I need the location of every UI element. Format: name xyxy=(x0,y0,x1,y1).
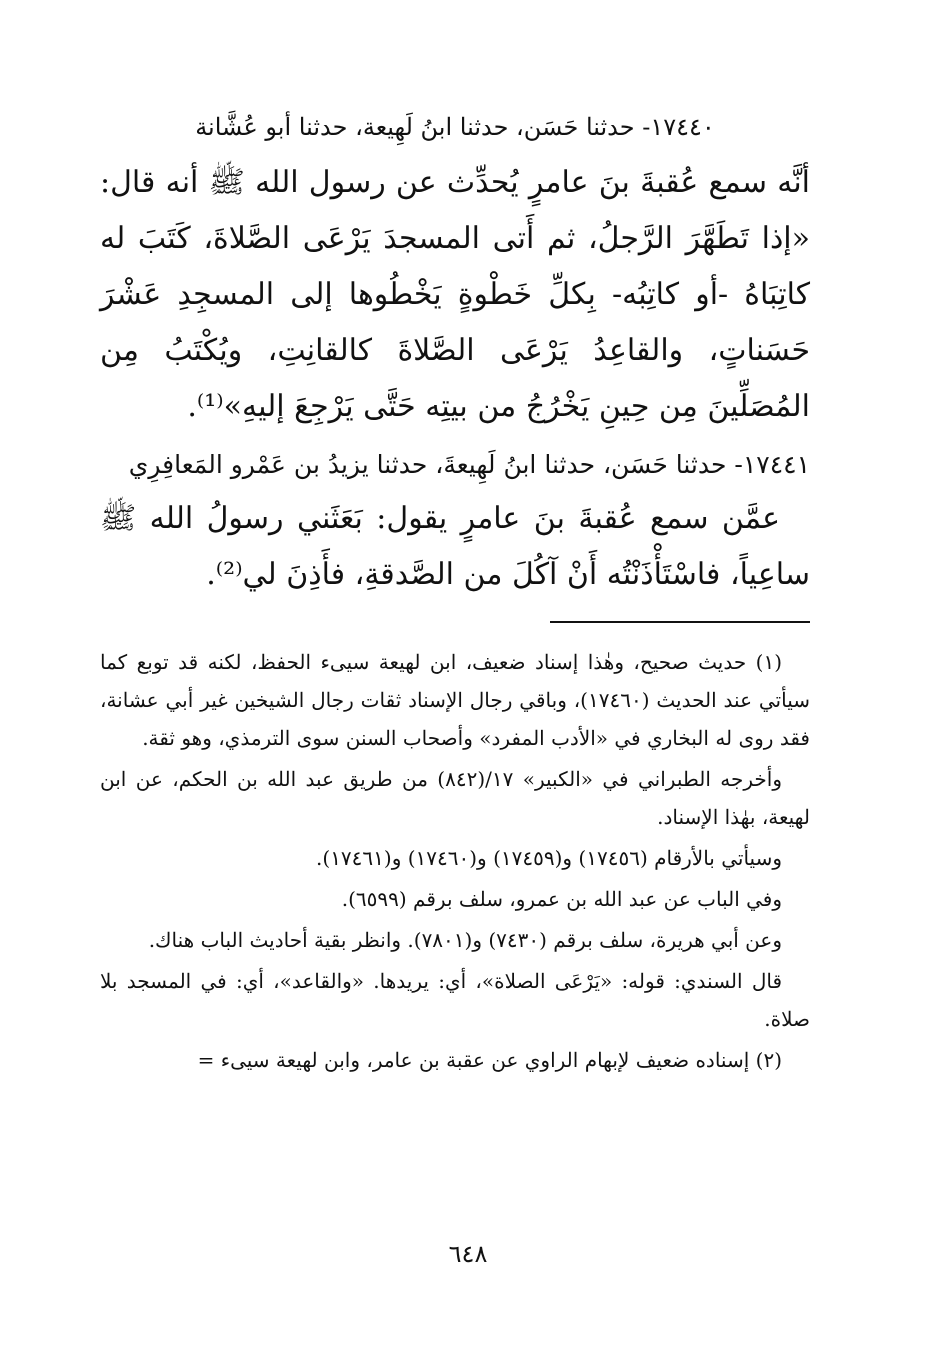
footnote-separator xyxy=(550,621,810,623)
footnote-paragraph: (٢) إسناده ضعيف لإبهام الراوي عن عقبة بن عامر، وابن لهيعة سيىء = xyxy=(197,1048,782,1072)
footnote-paragraph: قال السندي: قوله: «يَرْعَى الصلاة»، أي: يريدها. «والقاعد»، أي: في المسجد بلا صلاة. xyxy=(100,969,810,1031)
footnote-paragraph: وعن أبي هريرة، سلف برقم (٧٤٣٠) و(٧٨٠١). وانظر بقية أحاديث الباب هناك. xyxy=(148,928,782,952)
hadith-1440-isnad: ١٧٤٤٠- حدثنا حَسَن، حدثنا ابنُ لَهِيعة، حدثنا أبو عُشَّانة xyxy=(195,113,715,141)
hadith-1441-matn: عمَّن سمع عُقبةَ بنَ عامرٍ يقول: بَعَثَني رسولُ الله ﷺ ساعِياً، فاسْتَأْذَنْتُه أَنْ آكُلَ من الصَّدقةِ، فأَذِنَ لي⁽²⁾. xyxy=(100,501,810,592)
page-number: ٦٤٨ xyxy=(448,1240,488,1268)
page-body xyxy=(100,105,810,1082)
hadith-1441-isnad: ١٧٤٤١- حدثنا حَسَن، حدثنا ابنُ لَهِيعةَ، حدثنا يزيدُ بن عَمْرو المَعافِرِي xyxy=(128,450,810,479)
footnote-paragraph: وسيأتي بالأرقام (١٧٤٥٦) و(١٧٤٥٩) و(١٧٤٦٠) و(١٧٤٦١). xyxy=(316,846,782,870)
footnote-paragraph: وأخرجه الطبراني في «الكبير» ١٧/(٨٤٢) من طريق عبد الله بن الحكم، عن ابن لهيعة، بهٰذا الإسناد. xyxy=(100,767,810,829)
footnotes xyxy=(100,643,810,1079)
hadith-1440-matn: أنَّه سمع عُقبةَ بنَ عامرٍ يُحدِّث عن رسول الله ﷺ أنه قال: «إذا تَطَهَّرَ الرَّجلُ، ثم أَتى المسجدَ يَرْعَى الصَّلاةَ، كَتَبَ له كاتِبَاهُ -أو كاتِبُه- بِكلِّ خَطْوةٍ يَخْطُوها إلى المسجِدِ عَشْرَ حَسَناتٍ، والقاعِدُ يَرْعَى الصَّلاةَ كالقانِتِ، ويُكْتَبُ مِن المُصَلِّينَ مِن حِينِ يَخْرُجُ من بيتِه حَتَّى يَرْجِعَ إليهِ»⁽¹⁾. xyxy=(100,165,810,424)
footnote-paragraph: (١) حديث صحيح، وهٰذا إسناد ضعيف، ابن لهيعة سيىء الحفظ، لكنه قد توبع كما سيأتي عند الحديث (١٧٤٦٠)، وباقي رجال الإسناد ثقات رجال الشيخين غير أبي عشانة، فقد روى له البخاري في «الأدب المفرد» وأصحاب السنن سوى الترمذي، وهو ثقة. xyxy=(100,650,811,750)
footnote-paragraph: وفي الباب عن عبد الله بن عمرو، سلف برقم (٦٥٩٩). xyxy=(341,887,782,911)
